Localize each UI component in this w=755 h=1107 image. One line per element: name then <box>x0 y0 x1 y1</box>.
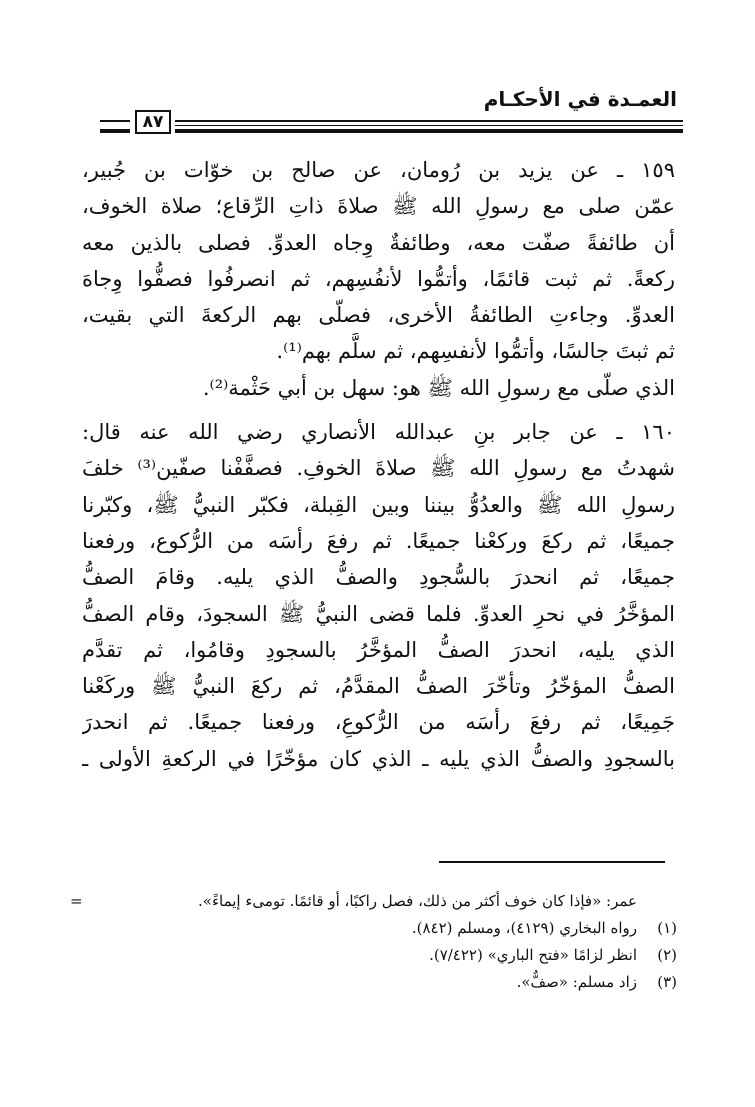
footnote-marker: (٢) <box>657 946 677 964</box>
text-line: جَمِيعًا، ثم رفعَ رأسَه من الرُّكوعِ، ورفعنا جميعًا. ثم انحدرَ <box>82 710 675 735</box>
footnote-marker: (٣) <box>657 973 677 991</box>
hadith-159 <box>82 152 675 406</box>
text-line: أن طائفةً صفّت معه، وطائفةٌ وِجاه العدوِّ. فصلى بالذين معه <box>82 230 675 255</box>
footnote-item <box>100 888 677 915</box>
header-rule <box>175 120 683 133</box>
hadith-160 <box>82 414 675 777</box>
text-line: بالسجودِ والصفُّ الذي يليه ـ الذي كان مؤخّرًا في الركعةِ الأولى ـ <box>82 746 675 771</box>
text-line: ١٦٠ ـ عن جابر بنِ عبدالله الأنصاري رضي الله عنه قال: <box>82 420 675 445</box>
footnote-text: زاد مسلم: «صفٌّ». <box>516 973 637 991</box>
footnote-text: رواه البخاري (٤١٢٩)، ومسلم (٨٤٢). <box>411 919 637 937</box>
running-title: العمـدة في الأحكـام <box>483 87 677 111</box>
footnote-text: عمر: «فإذا كان خوف أكثر من ذلك، فصل راكبًا، أو قائمًا. تومىء إيماءً». <box>198 892 637 910</box>
text-line: الصفُّ المؤخّرُ وتأخّرَ الصفُّ المقدَّمُ، ثم ركعَ النبيُّ ﷺ وركَعْنا <box>82 674 675 699</box>
footnote-item <box>100 969 677 996</box>
text-line: ١٥٩ ـ عن يزيد بن رُومان، عن صالح بن خوّات بن جُبير، <box>82 158 675 182</box>
text-line: الذي صلّى مع رسولِ الله ﷺ هو: سهل بن أبي حَثْمة⁽²⁾. <box>202 375 675 400</box>
text-line: ثم ثبتَ جالسًا، وأتمُّوا لأنفسِهم، ثم سلَّم بهم⁽¹⁾. <box>276 339 675 364</box>
footnote-text: انظر لزامًا «فتح الباري» (٧/٤٢٢). <box>429 946 637 964</box>
page-number: ٨٧ <box>135 110 171 134</box>
text-line: العدوِّ. وجاءتِ الطائفةُ الأخرى، فصلّى بهم الركعةَ التي بقيت، <box>82 303 675 328</box>
text-line: عمّن صلى مع رسولِ الله ﷺ صلاةَ ذاتِ الرِّقاع؛ صلاة الخوف، <box>82 194 675 219</box>
text-line: جميعًا، ثم انحدرَ بالسُّجودِ والصفُّ الذي يليه. وقامَ الصفُّ <box>82 565 675 590</box>
footnote-separator <box>439 861 665 863</box>
header-rule-left <box>100 120 130 133</box>
text-line: المؤخَّرُ في نحرِ العدوِّ. فلما قضى النبيُّ ﷺ السجودَ، وقام الصفُّ <box>82 601 675 626</box>
text-line: شهدتُ مع رسولِ الله ﷺ صلاةَ الخوفِ. فصفَّفْنا صفّين⁽³⁾ خلفَ <box>82 456 675 481</box>
text-line: الذي يليه، انحدرَ الصفُّ المؤخَّرُ بالسجودِ وقامُوا، ثم تقدَّم <box>82 637 675 662</box>
footnote-continuation-marker: = <box>70 892 83 910</box>
footnote-item <box>100 915 677 942</box>
text-line: جميعًا، ثم ركعَ وركعْنا جميعًا. ثم رفعَ رأسَه من الرُّكوع، ورفعنا <box>82 528 675 553</box>
text-line: رسولِ الله ﷺ والعدُوُّ بيننا وبين القِبلة، فكبّر النبيُّ ﷺ، وكبّرنا <box>82 492 675 517</box>
footnotes <box>100 888 677 996</box>
footnote-marker: (١) <box>657 919 677 937</box>
footnote-item <box>100 942 677 969</box>
main-text <box>82 152 675 777</box>
text-line: ركعةً. ثم ثبت قائمًا، وأتمُّوا لأنفُسِهم، ثم انصرفُوا فصفُّوا وِجاهَ <box>82 266 675 291</box>
